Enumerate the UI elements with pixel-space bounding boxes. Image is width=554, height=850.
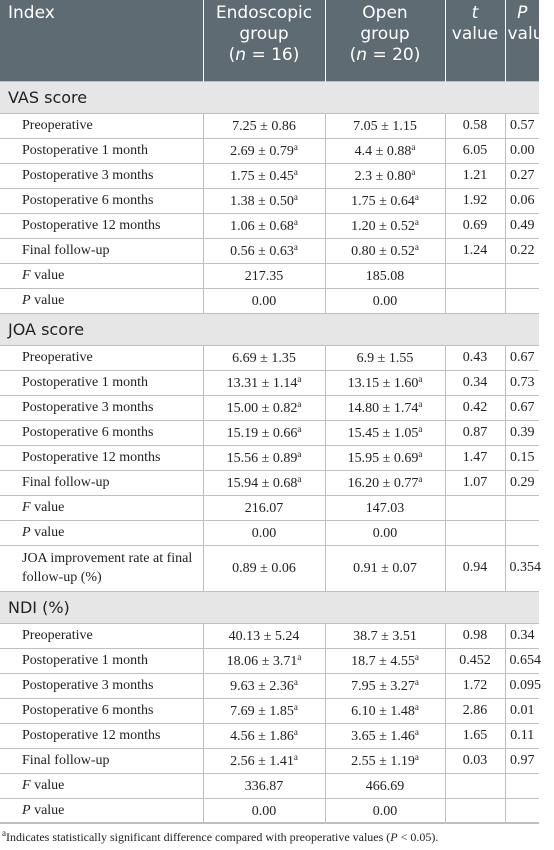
endoscopic-significance-marker: a xyxy=(293,191,298,202)
t-value: 1.47 xyxy=(445,445,505,470)
header-p-word: value xyxy=(507,24,554,44)
open-value xyxy=(325,470,445,495)
t-value: 1.92 xyxy=(445,188,505,213)
p-value: 0.67 xyxy=(505,345,539,370)
endoscopic-value-text: 216.07 xyxy=(244,500,284,516)
row-label-text: Postoperative 1 month xyxy=(22,374,148,390)
p-value: 0.39 xyxy=(505,420,539,445)
table-row xyxy=(0,520,539,545)
open-value-text: 16.20 ± 0.77 xyxy=(347,475,419,491)
header-p-symbol: P xyxy=(517,3,528,23)
open-significance-marker: a xyxy=(418,423,423,434)
row-label xyxy=(0,395,203,420)
p-value: 0.00 xyxy=(505,138,539,163)
p-value: 0.27 xyxy=(505,163,539,188)
endoscopic-value xyxy=(203,673,325,698)
p-value: 0.29 xyxy=(505,470,539,495)
row-label-text: Postoperative 6 months xyxy=(22,702,154,718)
open-value xyxy=(325,263,445,288)
header-endoscopic-line2: group xyxy=(239,24,289,44)
t-value: 0.58 xyxy=(445,113,505,138)
table-row xyxy=(0,370,539,395)
open-value xyxy=(325,238,445,263)
t-value: 0.34 xyxy=(445,370,505,395)
row-label-text: value xyxy=(34,267,65,283)
endoscopic-significance-marker: a xyxy=(297,423,302,434)
endoscopic-value xyxy=(203,420,325,445)
endoscopic-value xyxy=(203,238,325,263)
section-row xyxy=(0,591,539,623)
p-value: 0.34 xyxy=(505,623,539,648)
header-open-line2: group xyxy=(360,24,410,44)
row-label xyxy=(0,798,203,823)
endoscopic-value-text: 0.56 ± 0.63 xyxy=(230,243,294,259)
open-significance-marker: a xyxy=(411,141,416,152)
row-label-text: Postoperative 1 month xyxy=(22,652,148,668)
endoscopic-value xyxy=(203,798,325,823)
header-open-count: = 20) xyxy=(367,45,421,65)
open-value xyxy=(325,798,445,823)
row-label-text: Postoperative 3 months xyxy=(22,399,154,415)
row-label-text: Postoperative 1 month xyxy=(22,142,148,158)
p-value xyxy=(505,288,539,313)
header-p-value xyxy=(505,0,554,81)
p-value: 0.57 xyxy=(505,113,539,138)
open-value xyxy=(325,773,445,798)
header-endoscopic-count: = 16) xyxy=(246,45,300,65)
row-label-text: Postoperative 12 months xyxy=(22,727,161,743)
row-label xyxy=(0,288,203,313)
open-value-text: 4.4 ± 0.88 xyxy=(354,143,412,159)
endoscopic-significance-marker: a xyxy=(293,141,298,152)
row-label xyxy=(0,345,203,370)
table-row xyxy=(0,648,539,673)
open-value-text: 13.15 ± 1.60 xyxy=(347,375,419,391)
endoscopic-value-text: 1.06 ± 0.68 xyxy=(230,218,294,234)
open-significance-marker: a xyxy=(414,651,419,662)
p-value: 0.01 xyxy=(505,698,539,723)
open-value-text: 38.7 ± 3.51 xyxy=(353,628,417,644)
row-label-text: value xyxy=(34,524,65,540)
open-value xyxy=(325,188,445,213)
header-endoscopic-line1: Endoscopic xyxy=(215,3,313,23)
table-row xyxy=(0,673,539,698)
row-label-text: Postoperative 3 months xyxy=(22,677,154,693)
open-value xyxy=(325,520,445,545)
endoscopic-value xyxy=(203,188,325,213)
p-value: 0.095 xyxy=(505,673,539,698)
endoscopic-significance-marker: a xyxy=(297,473,302,484)
t-value: 1.24 xyxy=(445,238,505,263)
footnote-text: Indicates statistically significant difference compared with preoperative values ( xyxy=(6,830,391,844)
open-value-text: 0.00 xyxy=(372,293,398,309)
header-endoscopic-group xyxy=(203,0,325,81)
row-label xyxy=(0,545,203,591)
open-value-text: 1.75 ± 0.64 xyxy=(351,193,415,209)
open-value xyxy=(325,138,445,163)
row-label-symbol: F xyxy=(22,777,31,793)
row-label-text: Postoperative 12 months xyxy=(22,217,161,233)
footnote-p-symbol: P xyxy=(390,830,398,844)
open-significance-marker: a xyxy=(418,448,423,459)
open-value-text: 0.00 xyxy=(372,803,398,819)
row-label xyxy=(0,138,203,163)
open-significance-marker: a xyxy=(418,398,423,409)
row-label-text: Final follow-up xyxy=(22,752,110,768)
endoscopic-significance-marker: a xyxy=(293,701,298,712)
table-header xyxy=(0,0,554,81)
section-title: NDI (%) xyxy=(0,591,539,623)
row-label xyxy=(0,420,203,445)
endoscopic-value xyxy=(203,345,325,370)
endoscopic-significance-marker: a xyxy=(297,398,302,409)
open-significance-marker: a xyxy=(414,216,419,227)
open-value xyxy=(325,495,445,520)
open-value-text: 2.55 ± 1.19 xyxy=(351,753,415,769)
p-value: 0.73 xyxy=(505,370,539,395)
header-endoscopic-paren: ( xyxy=(228,45,236,65)
t-value: 6.05 xyxy=(445,138,505,163)
t-value xyxy=(445,495,505,520)
endoscopic-value xyxy=(203,623,325,648)
open-value xyxy=(325,648,445,673)
open-value xyxy=(325,370,445,395)
t-value: 0.452 xyxy=(445,648,505,673)
endoscopic-value xyxy=(203,748,325,773)
open-value xyxy=(325,445,445,470)
section-row xyxy=(0,313,539,345)
open-significance-marker: a xyxy=(414,676,419,687)
row-label-symbol: P xyxy=(22,802,31,818)
endoscopic-value-text: 40.13 ± 5.24 xyxy=(228,628,300,644)
open-value-text: 147.03 xyxy=(365,500,405,516)
endoscopic-value-text: 0.00 xyxy=(251,293,277,309)
endoscopic-value xyxy=(203,698,325,723)
row-label-text: Preoperative xyxy=(22,117,93,133)
open-value xyxy=(325,673,445,698)
endoscopic-significance-marker: a xyxy=(293,676,298,687)
endoscopic-value-text: 18.06 ± 3.71 xyxy=(226,653,298,669)
open-value xyxy=(325,345,445,370)
header-index xyxy=(0,0,203,81)
endoscopic-value-text: 2.56 ± 1.41 xyxy=(230,753,294,769)
open-value-text: 15.45 ± 1.05 xyxy=(347,425,419,441)
t-value: 0.43 xyxy=(445,345,505,370)
table-row xyxy=(0,420,539,445)
open-significance-marker: a xyxy=(418,373,423,384)
table-row xyxy=(0,773,539,798)
endoscopic-value-text: 15.19 ± 0.66 xyxy=(226,425,298,441)
open-value xyxy=(325,395,445,420)
t-value xyxy=(445,520,505,545)
row-label xyxy=(0,495,203,520)
section-title: JOA score xyxy=(0,313,539,345)
p-value xyxy=(505,263,539,288)
endoscopic-value-text: 336.87 xyxy=(244,778,284,794)
open-value xyxy=(325,213,445,238)
open-value-text: 0.91 ± 0.07 xyxy=(353,561,417,576)
open-value xyxy=(325,113,445,138)
row-label xyxy=(0,263,203,288)
header-index-label: Index xyxy=(8,3,55,23)
table-row xyxy=(0,288,539,313)
row-label xyxy=(0,648,203,673)
table-footnote xyxy=(0,822,539,850)
endoscopic-value xyxy=(203,395,325,420)
endoscopic-value-text: 2.69 ± 0.79 xyxy=(230,143,294,159)
p-value: 0.354 xyxy=(505,545,539,591)
t-value: 0.03 xyxy=(445,748,505,773)
endoscopic-value-text: 15.00 ± 0.82 xyxy=(226,400,298,416)
row-label xyxy=(0,470,203,495)
endoscopic-value xyxy=(203,213,325,238)
table-row xyxy=(0,545,539,591)
endoscopic-value-text: 0.00 xyxy=(251,803,277,819)
endoscopic-value xyxy=(203,495,325,520)
open-value-text: 7.05 ± 1.15 xyxy=(353,118,417,134)
open-significance-marker: a xyxy=(411,166,416,177)
t-value: 1.65 xyxy=(445,723,505,748)
endoscopic-value xyxy=(203,520,325,545)
header-open-line1: Open xyxy=(362,3,408,23)
table-row xyxy=(0,723,539,748)
open-significance-marker: a xyxy=(418,473,423,484)
row-label xyxy=(0,370,203,395)
table-row xyxy=(0,798,539,823)
open-significance-marker: a xyxy=(414,241,419,252)
row-label-text: Postoperative 3 months xyxy=(22,167,154,183)
t-value: 2.86 xyxy=(445,698,505,723)
table-row xyxy=(0,748,539,773)
row-label-text: value xyxy=(34,292,65,308)
endoscopic-value-text: 15.56 ± 0.89 xyxy=(226,450,298,466)
row-label-symbol: P xyxy=(22,524,31,540)
table-row xyxy=(0,213,539,238)
endoscopic-value-text: 15.94 ± 0.68 xyxy=(226,475,298,491)
row-label xyxy=(0,213,203,238)
row-label-symbol: F xyxy=(22,499,31,515)
table-row xyxy=(0,623,539,648)
row-label xyxy=(0,673,203,698)
p-value: 0.06 xyxy=(505,188,539,213)
row-label-text: value xyxy=(34,777,65,793)
t-value: 0.42 xyxy=(445,395,505,420)
endoscopic-value xyxy=(203,470,325,495)
row-label xyxy=(0,623,203,648)
open-value xyxy=(325,163,445,188)
row-label-text: JOA improvement rate at final follow-up (%) xyxy=(22,551,193,585)
p-value: 0.97 xyxy=(505,748,539,773)
table-row xyxy=(0,495,539,520)
endoscopic-significance-marker: a xyxy=(297,448,302,459)
row-label xyxy=(0,773,203,798)
open-value-text: 1.20 ± 0.52 xyxy=(351,218,415,234)
endoscopic-value-text: 1.75 ± 0.45 xyxy=(230,168,294,184)
table-row xyxy=(0,263,539,288)
section-title: VAS score xyxy=(0,81,539,113)
table-row xyxy=(0,698,539,723)
t-value: 0.94 xyxy=(445,545,505,591)
endoscopic-value xyxy=(203,163,325,188)
p-value: 0.15 xyxy=(505,445,539,470)
header-t-word: value xyxy=(451,24,499,44)
open-value-text: 14.80 ± 1.74 xyxy=(347,400,419,416)
row-label xyxy=(0,723,203,748)
table-row xyxy=(0,470,539,495)
header-endoscopic-line3 xyxy=(206,45,323,66)
header-t-symbol: t xyxy=(471,3,479,23)
endoscopic-value xyxy=(203,370,325,395)
row-label-text: Postoperative 6 months xyxy=(22,192,154,208)
endoscopic-value xyxy=(203,445,325,470)
p-value: 0.11 xyxy=(505,723,539,748)
t-value: 0.98 xyxy=(445,623,505,648)
endoscopic-value-text: 6.69 ± 1.35 xyxy=(232,350,296,366)
endoscopic-value xyxy=(203,545,325,591)
endoscopic-value xyxy=(203,773,325,798)
table-row xyxy=(0,395,539,420)
open-value-text: 185.08 xyxy=(365,268,405,284)
open-value-text: 15.95 ± 0.69 xyxy=(347,450,419,466)
footnote-marker: a xyxy=(2,828,6,838)
endoscopic-value xyxy=(203,723,325,748)
open-significance-marker: a xyxy=(414,191,419,202)
endoscopic-significance-marker: a xyxy=(297,373,302,384)
row-label-text: Postoperative 12 months xyxy=(22,449,161,465)
t-value: 1.07 xyxy=(445,470,505,495)
open-significance-marker: a xyxy=(414,726,419,737)
footnote-threshold: < 0.05). xyxy=(397,830,439,844)
table-row xyxy=(0,345,539,370)
open-value-text: 0.80 ± 0.52 xyxy=(351,243,415,259)
endoscopic-significance-marker: a xyxy=(293,166,298,177)
row-label xyxy=(0,163,203,188)
endoscopic-significance-marker: a xyxy=(293,216,298,227)
endoscopic-value xyxy=(203,138,325,163)
p-value xyxy=(505,495,539,520)
t-value xyxy=(445,773,505,798)
t-value xyxy=(445,288,505,313)
p-value: 0.49 xyxy=(505,213,539,238)
header-open-line3 xyxy=(328,45,443,66)
header-t-value xyxy=(445,0,505,81)
endoscopic-significance-marker: a xyxy=(293,241,298,252)
row-label xyxy=(0,113,203,138)
header-row xyxy=(0,0,539,81)
row-label-text: value xyxy=(34,802,65,818)
header-open-paren: ( xyxy=(349,45,357,65)
endoscopic-value xyxy=(203,648,325,673)
endoscopic-significance-marker: a xyxy=(293,726,298,737)
open-value xyxy=(325,545,445,591)
t-value: 1.21 xyxy=(445,163,505,188)
open-value-text: 466.69 xyxy=(365,778,405,794)
t-value: 0.87 xyxy=(445,420,505,445)
endoscopic-significance-marker: a xyxy=(297,651,302,662)
open-value xyxy=(325,288,445,313)
row-label-text: Final follow-up xyxy=(22,474,110,490)
header-endoscopic-n: n xyxy=(235,45,247,65)
table-row xyxy=(0,163,539,188)
open-significance-marker: a xyxy=(414,751,419,762)
p-value xyxy=(505,798,539,823)
table-row xyxy=(0,238,539,263)
endoscopic-value-text: 13.31 ± 1.14 xyxy=(226,375,298,391)
p-value: 0.67 xyxy=(505,395,539,420)
row-label-symbol: P xyxy=(22,292,31,308)
open-value-text: 18.7 ± 4.55 xyxy=(351,653,415,669)
p-value: 0.654 xyxy=(505,648,539,673)
row-label xyxy=(0,698,203,723)
open-value xyxy=(325,623,445,648)
open-value xyxy=(325,698,445,723)
endoscopic-value-text: 7.69 ± 1.85 xyxy=(230,703,294,719)
t-value: 0.69 xyxy=(445,213,505,238)
open-significance-marker: a xyxy=(414,701,419,712)
endoscopic-value-text: 7.25 ± 0.86 xyxy=(232,118,296,134)
row-label xyxy=(0,748,203,773)
open-value-text: 6.10 ± 1.48 xyxy=(351,703,415,719)
open-value xyxy=(325,748,445,773)
endoscopic-value-text: 0.89 ± 0.06 xyxy=(232,561,296,576)
row-label xyxy=(0,520,203,545)
t-value: 1.72 xyxy=(445,673,505,698)
endoscopic-value-text: 217.35 xyxy=(244,268,284,284)
endoscopic-value-text: 9.63 ± 2.36 xyxy=(230,678,294,694)
t-value xyxy=(445,798,505,823)
open-value-text: 0.00 xyxy=(372,525,398,541)
table-row xyxy=(0,113,539,138)
section-row xyxy=(0,81,539,113)
open-value-text: 3.65 ± 1.46 xyxy=(351,728,415,744)
row-label-symbol: F xyxy=(22,267,31,283)
endoscopic-value-text: 1.38 ± 0.50 xyxy=(230,193,294,209)
open-value-text: 2.3 ± 0.80 xyxy=(354,168,412,184)
table-row xyxy=(0,138,539,163)
p-value: 0.22 xyxy=(505,238,539,263)
row-label-text: Preoperative xyxy=(22,349,93,365)
table-row xyxy=(0,188,539,213)
table-body xyxy=(0,81,539,823)
endoscopic-value-text: 4.56 ± 1.86 xyxy=(230,728,294,744)
endoscopic-value-text: 0.00 xyxy=(251,525,277,541)
p-value xyxy=(505,520,539,545)
open-value-text: 6.9 ± 1.55 xyxy=(356,350,414,366)
endoscopic-value xyxy=(203,113,325,138)
row-label-text: value xyxy=(34,499,65,515)
row-label-text: Postoperative 6 months xyxy=(22,424,154,440)
open-value xyxy=(325,723,445,748)
t-value xyxy=(445,263,505,288)
endoscopic-value xyxy=(203,288,325,313)
row-label xyxy=(0,445,203,470)
row-label-text: Preoperative xyxy=(22,627,93,643)
open-value-text: 7.95 ± 3.27 xyxy=(351,678,415,694)
endoscopic-significance-marker: a xyxy=(293,751,298,762)
row-label xyxy=(0,188,203,213)
open-value xyxy=(325,420,445,445)
endoscopic-value xyxy=(203,263,325,288)
header-open-group xyxy=(325,0,445,81)
table-row xyxy=(0,445,539,470)
header-open-n: n xyxy=(356,45,368,65)
row-label-text: Final follow-up xyxy=(22,242,110,258)
row-label xyxy=(0,238,203,263)
p-value xyxy=(505,773,539,798)
